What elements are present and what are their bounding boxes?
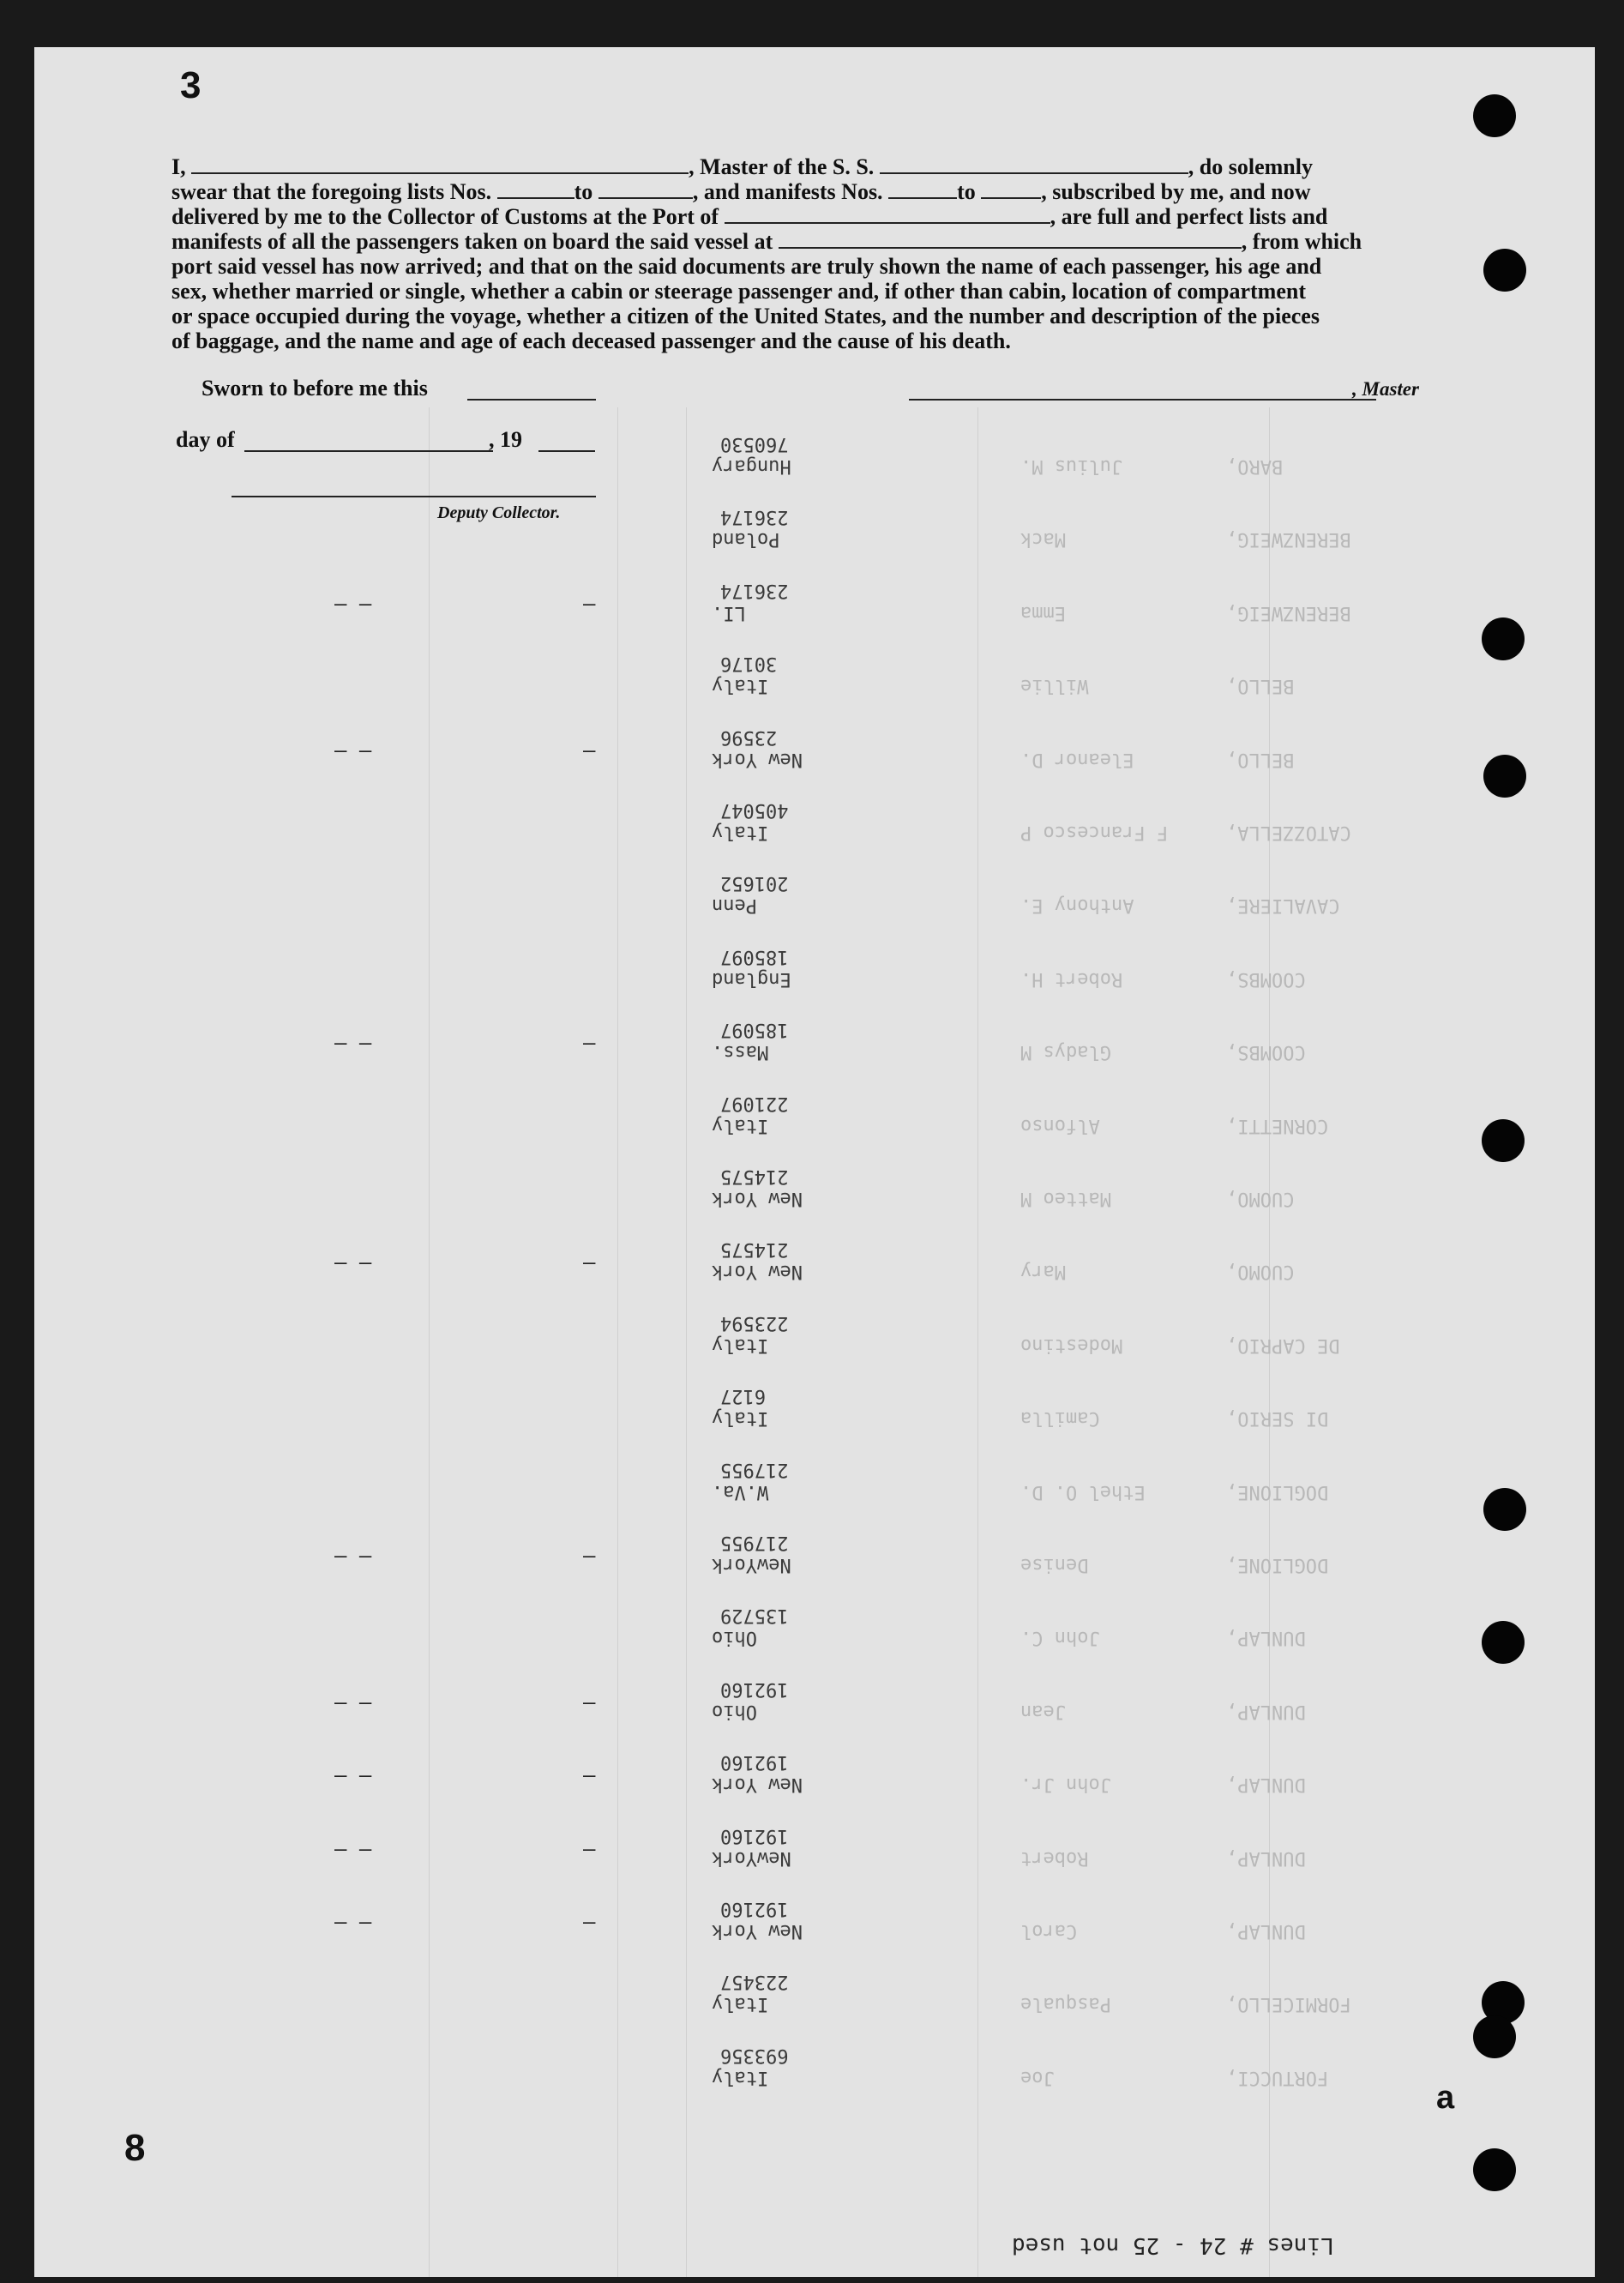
birth-place: Italy — [712, 675, 769, 696]
birth-place: W.Va. — [712, 1481, 769, 1503]
passenger-row — [34, 799, 1595, 868]
passenger-number: 221097 — [720, 1093, 789, 1114]
birth-place: New York — [712, 1920, 803, 1942]
birth-place: New York — [712, 1774, 803, 1795]
passenger-number: 236174 — [720, 506, 789, 527]
oath-line-3 — [171, 204, 1475, 229]
day-of-label: day of — [176, 427, 235, 452]
passenger-number: 30176 — [720, 653, 778, 674]
passenger-surname: DUNLAP, — [1226, 1920, 1306, 1942]
binder-hole — [1483, 755, 1526, 798]
passenger-given-name: Ethel O. D. — [1020, 1481, 1146, 1503]
oath-line-2 — [171, 179, 1475, 204]
binder-hole — [1482, 1621, 1525, 1664]
passenger-number: 23596 — [720, 726, 778, 748]
passenger-surname: CUOMO, — [1226, 1188, 1295, 1209]
binder-hole — [1482, 1119, 1525, 1162]
passenger-row — [34, 2045, 1595, 2113]
dash-mark-mid: — — [583, 1250, 596, 1274]
oath-text: manifests of all the passengers taken on board the said vessel at — [171, 229, 773, 254]
top-page-mark: 3 — [180, 64, 201, 106]
passenger-given-name: Emma — [1020, 602, 1066, 623]
master-signature-line — [909, 399, 1376, 401]
dash-mark-mid: — — [583, 1763, 596, 1787]
passenger-row — [34, 1238, 1595, 1307]
passenger-given-name: Pasquale — [1020, 1993, 1111, 2015]
passenger-number: 192160 — [720, 1898, 789, 1919]
dash-mark-mid: — — [583, 1544, 596, 1568]
passenger-number: 223594 — [720, 1312, 789, 1334]
birth-place: Poland — [712, 528, 780, 550]
passenger-number: 185097 — [720, 946, 789, 967]
oath-text: , are full and perfect lists and — [1050, 204, 1328, 229]
birth-place: Hungary — [712, 455, 791, 477]
ship-name-blank — [880, 172, 1188, 174]
passenger-given-name: Julius M. — [1020, 455, 1123, 477]
page-number-right: a — [1436, 2080, 1455, 2116]
birth-place: LI. — [712, 602, 746, 623]
passenger-row — [34, 1898, 1595, 1967]
passenger-given-name: Jean — [1020, 1701, 1066, 1722]
dash-mark-left: — — — [334, 1837, 372, 1861]
passenger-row — [34, 433, 1595, 502]
oath-paragraph — [171, 154, 1475, 353]
birth-place: Italy — [712, 1115, 769, 1136]
binder-hole — [1482, 617, 1525, 660]
oath-line-5: port said vessel has now arrived; and that on the said documents are truly shown the name of each passenger, his age and — [171, 254, 1322, 279]
passenger-row — [34, 1678, 1595, 1747]
passenger-given-name: Joe — [1020, 2067, 1055, 2088]
oath-line-8: of baggage, and the name and age of each deceased passenger and the cause of his death. — [171, 328, 1011, 353]
list-to-blank — [598, 196, 693, 199]
oath-text: , from which — [1241, 229, 1362, 254]
birth-place: Italy — [712, 1993, 769, 2015]
passenger-row — [34, 1019, 1595, 1087]
oath-line-4 — [171, 229, 1475, 254]
passenger-row — [34, 1605, 1595, 1673]
passenger-number: 236174 — [720, 580, 789, 601]
passenger-row — [34, 506, 1595, 575]
passenger-given-name: Matteo M — [1020, 1188, 1111, 1209]
passenger-given-name: Eleanor D. — [1020, 749, 1134, 770]
passenger-surname: CUOMO, — [1226, 1261, 1295, 1282]
passenger-surname: CAVALIERE, — [1226, 895, 1340, 916]
passenger-given-name: John Jr. — [1020, 1774, 1111, 1795]
dash-mark-left: — — — [334, 1250, 372, 1274]
passenger-row — [34, 726, 1595, 795]
oath-text: , subscribed by me, and now — [1041, 179, 1311, 204]
passenger-row — [34, 653, 1595, 721]
sworn-date-line — [467, 399, 596, 401]
passenger-surname: DOGLIONE, — [1226, 1481, 1329, 1503]
passenger-given-name: Alfonso — [1020, 1115, 1100, 1136]
dash-mark-mid: — — [583, 592, 596, 616]
birth-place: Italy — [712, 1407, 769, 1429]
manifest-from-blank — [888, 196, 957, 199]
birth-place: New York — [712, 1261, 803, 1282]
passenger-given-name: Robert H. — [1020, 968, 1123, 990]
passenger-given-name: Mack — [1020, 528, 1066, 550]
binder-hole — [1473, 94, 1516, 137]
passenger-number: 135729 — [720, 1605, 789, 1626]
passenger-surname: DOGLIONE, — [1226, 1554, 1329, 1575]
oath-text: delivered by me to the Collector of Customs at the Port of — [171, 204, 719, 229]
oath-text: to — [574, 179, 593, 204]
dash-mark-left: — — — [334, 1031, 372, 1055]
passenger-number: 201652 — [720, 872, 789, 894]
year-label: , 19 — [489, 427, 522, 452]
birth-place: Italy — [712, 2067, 769, 2088]
binder-hole — [1483, 249, 1526, 292]
passenger-given-name: F Francesco P — [1020, 822, 1169, 843]
oath-line-6: sex, whether married or single, whether a cabin or steerage passenger and, if other than cabin, location of compartment — [171, 279, 1306, 304]
birth-place: England — [712, 968, 791, 990]
passenger-surname: DI SERIO, — [1226, 1407, 1329, 1429]
passenger-row — [34, 872, 1595, 941]
birth-place: Italy — [712, 1334, 769, 1356]
binder-hole — [1473, 2148, 1516, 2191]
passenger-given-name: John C. — [1020, 1627, 1100, 1648]
oath-text: , Master of the S. S. — [689, 154, 875, 179]
passenger-number: 760530 — [720, 433, 789, 455]
master-label: , Master — [1352, 378, 1419, 400]
dash-mark-left: — — — [334, 1763, 372, 1787]
passenger-surname: BERENZWEIG, — [1226, 528, 1351, 550]
passenger-surname: COOMBS, — [1226, 968, 1306, 990]
binder-hole — [1473, 2015, 1516, 2058]
passenger-surname: BERENZWEIG, — [1226, 602, 1351, 623]
passenger-surname: BELLO, — [1226, 749, 1295, 770]
dash-mark-mid: — — [583, 1031, 596, 1055]
dash-mark-left: — — — [334, 738, 372, 762]
oath-text: , and manifests Nos. — [692, 179, 883, 204]
birth-place: Italy — [712, 822, 769, 843]
dash-mark-mid: — — [583, 738, 596, 762]
sworn-label: Sworn to before me this — [201, 376, 428, 401]
passenger-given-name: Robert — [1020, 1847, 1089, 1869]
passenger-given-name: Gladys M — [1020, 1041, 1111, 1063]
passenger-surname: BARO, — [1226, 455, 1284, 477]
passenger-number: 185097 — [720, 1019, 789, 1040]
passenger-surname: DUNLAP, — [1226, 1774, 1306, 1795]
passenger-row — [34, 1166, 1595, 1234]
passenger-row — [34, 1825, 1595, 1894]
passenger-surname: CORNETTI, — [1226, 1115, 1329, 1136]
list-from-blank — [497, 196, 574, 199]
dash-mark-left: — — — [334, 1544, 372, 1568]
passenger-row — [34, 1093, 1595, 1161]
page-number-left: 8 — [124, 2127, 146, 2169]
passenger-surname: DUNLAP, — [1226, 1847, 1306, 1869]
passenger-given-name: Anthony E. — [1020, 895, 1134, 916]
passenger-surname: DUNLAP, — [1226, 1627, 1306, 1648]
passenger-surname: FORTUCCI, — [1226, 2067, 1329, 2088]
birth-place: Ohio — [712, 1627, 757, 1648]
passenger-row — [34, 1971, 1595, 2039]
oath-text: I, — [171, 154, 186, 179]
dash-mark-left: — — — [334, 1910, 372, 1934]
passenger-number: 217955 — [720, 1532, 789, 1553]
passenger-surname: FORMICELLO, — [1226, 1993, 1351, 2015]
passenger-number: 405047 — [720, 799, 789, 821]
passenger-number: 214575 — [720, 1238, 789, 1260]
passenger-number: 217955 — [720, 1459, 789, 1480]
birth-place: New York — [712, 749, 803, 770]
dash-mark-left: — — — [334, 592, 372, 616]
passenger-number: 6127 — [720, 1385, 766, 1407]
birth-place: NewYork — [712, 1554, 791, 1575]
oath-text: swear that the foregoing lists Nos. — [171, 179, 492, 204]
oath-text: , do solemnly — [1188, 154, 1313, 179]
passenger-row — [34, 1312, 1595, 1381]
passenger-given-name: Willie — [1020, 675, 1089, 696]
birth-place: Mass. — [712, 1041, 769, 1063]
departure-port-blank — [779, 246, 1242, 249]
dash-mark-mid: — — [583, 1690, 596, 1714]
passenger-given-name: Modestino — [1020, 1334, 1123, 1356]
oath-text: to — [957, 179, 976, 204]
footer-note: Lines # 24 - 25 not used — [1012, 2232, 1334, 2258]
passenger-surname: COOMBS, — [1226, 1041, 1306, 1063]
passenger-surname: BELLO, — [1226, 675, 1295, 696]
binder-hole — [1483, 1488, 1526, 1531]
passenger-number: 214575 — [720, 1166, 789, 1187]
dash-mark-mid: — — [583, 1910, 596, 1934]
birth-place: New York — [712, 1188, 803, 1209]
passenger-number: 192160 — [720, 1678, 789, 1700]
passenger-row — [34, 1532, 1595, 1600]
passenger-number: 693356 — [720, 2045, 789, 2066]
birth-place: Penn — [712, 895, 757, 916]
passenger-number: 223457 — [720, 1971, 789, 1992]
passenger-given-name: Camilla — [1020, 1407, 1100, 1429]
passenger-row — [34, 1385, 1595, 1454]
manifest-page — [34, 47, 1595, 2277]
passenger-given-name: Denise — [1020, 1554, 1089, 1575]
dash-mark-left: — — — [334, 1690, 372, 1714]
passenger-row — [34, 1459, 1595, 1527]
passenger-surname: CATOZZELLA, — [1226, 822, 1351, 843]
passenger-surname: DE CAPRIO, — [1226, 1334, 1340, 1356]
master-name-blank — [191, 172, 689, 174]
passenger-row — [34, 1751, 1595, 1820]
passenger-number: 192160 — [720, 1751, 789, 1773]
passenger-given-name: Mary — [1020, 1261, 1066, 1282]
passenger-given-name: Carol — [1020, 1920, 1078, 1942]
oath-line-7: or space occupied during the voyage, whether a citizen of the United States, and the number and description of the pieces — [171, 304, 1320, 328]
passenger-row — [34, 946, 1595, 1015]
manifest-to-blank — [981, 196, 1041, 199]
birth-place: Ohio — [712, 1701, 757, 1722]
birth-place: NewYork — [712, 1847, 791, 1869]
passenger-surname: DUNLAP, — [1226, 1701, 1306, 1722]
oath-line-1 — [171, 154, 1475, 179]
port-blank — [725, 221, 1050, 224]
dash-mark-mid: — — [583, 1837, 596, 1861]
passenger-number: 192160 — [720, 1825, 789, 1846]
deputy-collector-label: Deputy Collector. — [437, 503, 561, 522]
passenger-row — [34, 580, 1595, 648]
